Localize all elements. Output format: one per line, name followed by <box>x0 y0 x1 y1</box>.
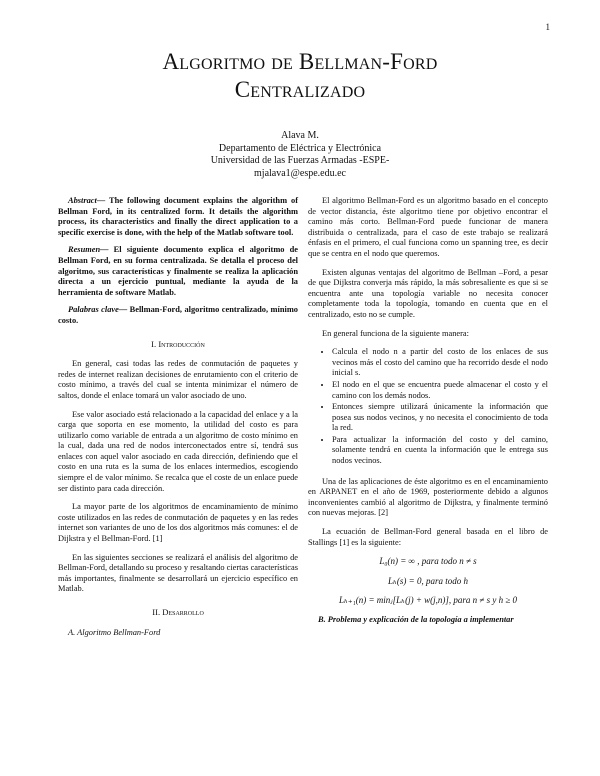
paragraph: Ese valor asociado está relacionado a la capacidad del enlace y a la carga que soporta en ese momento, la utilidad del costo es para utilizarlo como variable de entrada a un algoritmo de costo mínimo en la cual, dada una red de nodos interconectados entre sí, tendrá sus enlaces con aquel valor asociado en cada dirección, definiendo que el costo en una ruta es la suma de los enlaces intermedios, escogiendo siempre el de valor mínimo. Se recalca que el coste de un enlace puede ser distinto para cada dirección. <box>58 409 298 493</box>
author-univ: Universidad de las Fuerzas Armadas -ESPE- <box>210 155 390 166</box>
author-email: mjalava1@espe.edu.ec <box>254 167 346 179</box>
resumen <box>58 245 298 298</box>
paragraph: Existen algunas ventajas del algoritmo de Bellman –Ford, a pesar de que Dijkstra converja más rápido, la más sobresaliente es que si se encuentra ante una topología variable no necesita conocer completamente toda la topología, tomando en cuenta que en el centralizado, esto no se cumple. <box>308 267 548 319</box>
keywords <box>58 305 298 326</box>
author-block <box>100 130 500 180</box>
author-dept: Departamento de Eléctrica y Electrónica <box>218 142 382 154</box>
section-heading-introduccion: I. Introducción <box>151 338 205 349</box>
title-line-2: Centralizado <box>234 77 366 102</box>
left-column <box>58 196 298 638</box>
paper-title <box>40 48 560 104</box>
paragraph: En general funciona de la siguiente manera: <box>322 328 469 338</box>
equation-3: Lₕ₊₁(n) = minⱼ[Lₕ(j) + w(j,n)], para n ≠ s y h ≥ 0 <box>338 595 518 606</box>
equation-2: Lₕ(s) = 0, para todo h <box>388 575 468 586</box>
paragraph: En las siguientes secciones se realizará el análisis del algoritmo de Bellman-Ford, detallando su proceso y resaltando ciertas características más importantes, finalmente se desarrollará un ejercicio específico en Matlab. <box>58 552 298 594</box>
list-item: • Para actualizar la información del costo y del camino, solamente tendrá en cuenta la información que le entrega sus nodos vecinos. <box>332 435 548 467</box>
paragraph: El algoritmo Bellman-Ford es un algoritmo basado en el concepto de vector distancia, éste algoritmo tiene por objetivo encontrar el camino más corto. Bellman-Ford puede funcionar de manera distribuida o centralizada, para el caso de este trabajo se realizará énfasis en el primero, el cual funciona como un spanning tree, es decir que se centra en el nodo que queremos. <box>308 196 548 258</box>
equation-1: L₀(n) = ∞ , para todo n ≠ s <box>379 556 477 567</box>
paragraph: La mayor parte de los algoritmos de encaminamiento de mínimo coste utilizados en las redes de conmutación de paquetes y en las redes internet son variantes de uno de los dos algoritmos más comunes: el de Dijkstra y el Bellman-Ford. [1] <box>58 502 298 544</box>
subsection-heading-a: A. Algoritmo Bellman-Ford <box>68 627 161 637</box>
paragraph: En general, casi todas las redes de conmutación de paquetes y redes de internet realizan decisiones de enrutamiento con el criterio de costo mínimo, a través del cual se intenta minimizar el número de saltos, donde el enlace tomará un valor asociado de uno. <box>58 359 298 400</box>
bullet-list <box>308 347 548 467</box>
resumen-text: El siguiente documento explica el algoritmo de Bellman Ford, en su forma centralizada. Se detalla el proceso del algoritmo, sus características y finalmente se realiza la aplicación directa a un ejercicio puntual, mediante la ayuda de la herramienta de software Matlab. <box>58 245 298 297</box>
author-name: Alava M. <box>281 130 319 141</box>
list-item: • El nodo en el que se encuentra puede almacenar el costo y el camino con los demás nodos. <box>332 380 548 401</box>
right-column <box>308 196 548 626</box>
abstract-text: The following document explains the algorithm of Bellman Ford, in its centralized form. It details the algorithm process, its characteristics and finally the direct application to a specific exercise is done, with the help of the Matlab software tool. <box>58 196 298 237</box>
keywords-label: Palabras clave— <box>68 305 128 315</box>
resumen-label: Resumen— <box>68 245 109 255</box>
subsection-heading-b: B. Problema y explicación de la topología a implementar <box>318 615 514 624</box>
abstract-label: Abstract— <box>68 196 106 205</box>
section-heading-desarrollo: II. Desarrollo <box>152 607 204 617</box>
keywords-text: Bellman-Ford, algoritmo centralizado, mínimo costo. <box>58 305 298 325</box>
page-number: 1 <box>545 22 550 32</box>
paragraph: Una de las aplicaciones de éste algoritmo es en el encaminamiento en ARPANET en el año de 1969, posteriormente debido a algunos inconvenientes cambió al algoritmo de Dijkstra, y finalmente terminó con nuevas mejoras. [2] <box>308 476 548 518</box>
paragraph: La ecuación de Bellman-Ford general basada en el libro de Stallings [1] es la siguiente: <box>308 527 548 547</box>
title-line-1: Algoritmo de Bellman-Ford <box>162 49 438 74</box>
list-item: • Calcula el nodo n a partir del costo de los enlaces de sus vecinos más el costo del camino que ha recorrido desde el nodo inicial s. <box>332 347 548 379</box>
abstract <box>58 196 298 238</box>
list-item: • Entonces siempre utilizará únicamente la información que posea sus nodos vecinos, y no necesita el conocimiento de toda la red. <box>332 402 548 434</box>
